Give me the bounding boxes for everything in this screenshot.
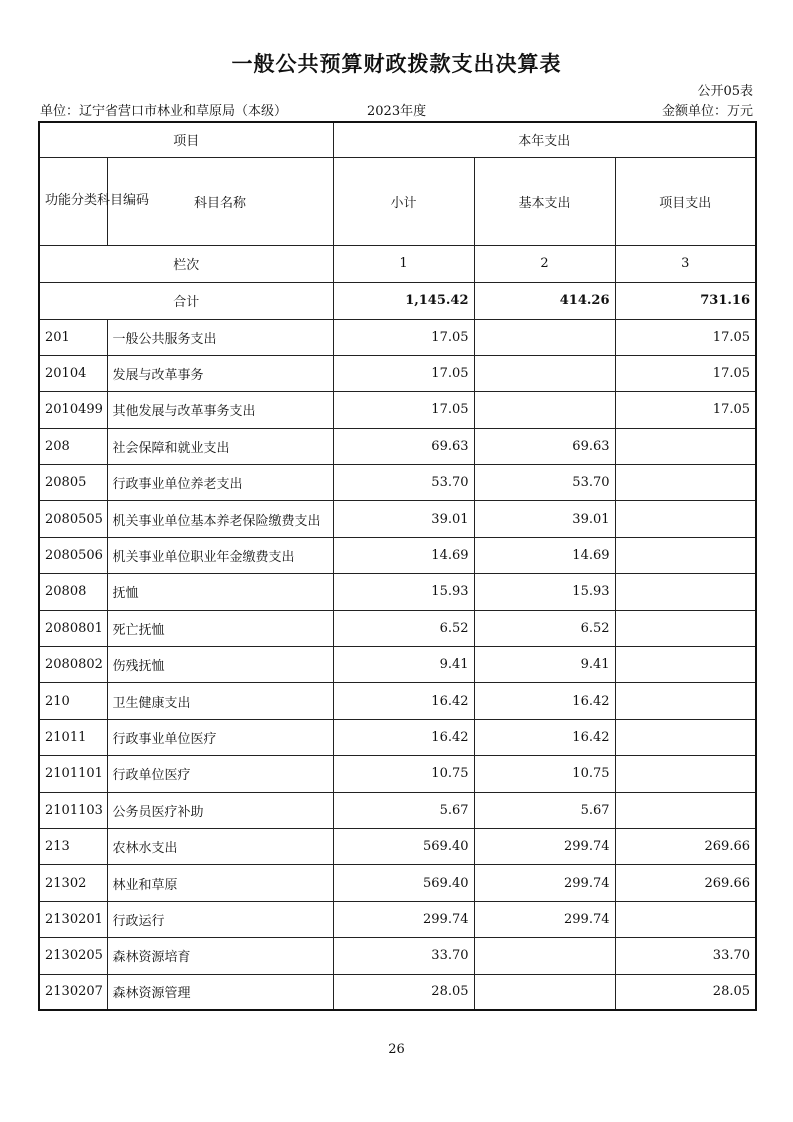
row-basic: 53.70 [474,465,615,501]
row-name: 一般公共服务支出 [107,319,333,355]
row-basic: 14.69 [474,537,615,573]
table-row [39,465,756,501]
row-code: 201 [39,319,107,355]
row-subtotal: 33.70 [333,938,474,974]
row-name: 行政单位医疗 [107,756,333,792]
unit-label: 单位：辽宁省营口市林业和草原局（本级） [40,104,288,119]
row-project: 28.05 [615,974,756,1010]
row-code: 2010499 [39,392,107,428]
row-basic: 299.74 [474,828,615,864]
row-subtotal: 53.70 [333,465,474,501]
row-subtotal: 17.05 [333,355,474,391]
row-project [615,610,756,646]
header-subtotal: 小计 [333,157,474,245]
row-code: 20808 [39,574,107,610]
form-number: 公开05表 [697,84,753,99]
row-name: 死亡抚恤 [107,610,333,646]
row-code: 21011 [39,719,107,755]
money-unit-label: 金额单位：万元 [661,104,753,119]
table-row [39,428,756,464]
total-row [39,282,756,319]
table-row [39,537,756,573]
row-basic: 16.42 [474,719,615,755]
header-project-expense: 项目支出 [615,157,756,245]
table-row [39,865,756,901]
row-basic: 6.52 [474,610,615,646]
row-project: 33.70 [615,938,756,974]
row-code: 2080802 [39,647,107,683]
row-project [615,574,756,610]
row-project [615,501,756,537]
row-basic [474,974,615,1010]
row-subtotal: 16.42 [333,683,474,719]
row-basic [474,319,615,355]
header-name: 科目名称 [107,157,333,245]
row-project: 17.05 [615,355,756,391]
table-row [39,683,756,719]
row-subtotal: 299.74 [333,901,474,937]
row-name: 行政事业单位养老支出 [107,465,333,501]
header-current-year-expense: 本年支出 [333,122,756,157]
row-subtotal: 6.52 [333,610,474,646]
row-code: 20104 [39,355,107,391]
row-code: 2130201 [39,901,107,937]
row-name: 其他发展与改革事务支出 [107,392,333,428]
row-project [615,792,756,828]
row-project [615,428,756,464]
header-basic: 基本支出 [474,157,615,245]
row-subtotal: 69.63 [333,428,474,464]
row-name: 公务员医疗补助 [107,792,333,828]
row-project: 269.66 [615,828,756,864]
table-row [39,647,756,683]
table-row [39,828,756,864]
row-subtotal: 39.01 [333,501,474,537]
table-row [39,319,756,355]
column-1: 1 [333,245,474,282]
row-project [615,537,756,573]
row-code: 2080506 [39,537,107,573]
row-project [615,719,756,755]
column-index-row [39,245,756,282]
meta-line [40,100,753,118]
row-subtotal: 9.41 [333,647,474,683]
row-subtotal: 17.05 [333,392,474,428]
row-subtotal: 17.05 [333,319,474,355]
row-code: 2130207 [39,974,107,1010]
table-row [39,574,756,610]
row-project [615,683,756,719]
row-code: 208 [39,428,107,464]
column-3: 3 [615,245,756,282]
row-name: 卫生健康支出 [107,683,333,719]
row-project [615,756,756,792]
table-row [39,756,756,792]
year-label: 2023年度 [367,104,427,119]
table-row [39,901,756,937]
row-basic: 16.42 [474,683,615,719]
row-project: 17.05 [615,319,756,355]
row-code: 2080801 [39,610,107,646]
row-code: 2130205 [39,938,107,974]
row-subtotal: 5.67 [333,792,474,828]
row-project [615,901,756,937]
table-row [39,719,756,755]
total-label: 合计 [39,282,333,319]
row-name: 林业和草原 [107,865,333,901]
row-name: 行政事业单位医疗 [107,719,333,755]
row-name: 行政运行 [107,901,333,937]
row-basic [474,392,615,428]
row-name: 机关事业单位职业年金缴费支出 [107,537,333,573]
table-row [39,355,756,391]
row-subtotal: 14.69 [333,537,474,573]
row-basic: 299.74 [474,865,615,901]
row-project [615,647,756,683]
row-name: 社会保障和就业支出 [107,428,333,464]
row-subtotal: 15.93 [333,574,474,610]
header-row-2 [39,157,756,245]
row-subtotal: 28.05 [333,974,474,1010]
row-project: 17.05 [615,392,756,428]
row-code: 2101103 [39,792,107,828]
page-title: 一般公共预算财政拨款支出决算表 [231,52,562,76]
table-row [39,392,756,428]
row-basic: 10.75 [474,756,615,792]
row-subtotal: 569.40 [333,865,474,901]
row-subtotal: 569.40 [333,828,474,864]
column-label: 栏次 [39,245,333,282]
row-subtotal: 16.42 [333,719,474,755]
row-name: 森林资源管理 [107,974,333,1010]
row-basic: 299.74 [474,901,615,937]
row-name: 机关事业单位基本养老保险缴费支出 [107,501,333,537]
row-subtotal: 10.75 [333,756,474,792]
row-code: 213 [39,828,107,864]
page-number: 26 [388,1042,405,1057]
row-code: 20805 [39,465,107,501]
row-basic: 39.01 [474,501,615,537]
expense-table [38,121,757,1011]
table-row [39,792,756,828]
table-row [39,974,756,1010]
total-project: 731.16 [615,282,756,319]
row-name: 森林资源培育 [107,938,333,974]
row-basic: 69.63 [474,428,615,464]
header-row-1 [39,122,756,157]
row-basic: 15.93 [474,574,615,610]
table-row [39,501,756,537]
row-name: 抚恤 [107,574,333,610]
row-code: 210 [39,683,107,719]
header-project: 项目 [39,122,333,157]
row-name: 发展与改革事务 [107,355,333,391]
total-subtotal: 1,145.42 [333,282,474,319]
row-name: 农林水支出 [107,828,333,864]
total-basic: 414.26 [474,282,615,319]
row-code: 21302 [39,865,107,901]
column-2: 2 [474,245,615,282]
row-basic [474,938,615,974]
row-basic: 5.67 [474,792,615,828]
row-project: 269.66 [615,865,756,901]
row-project [615,465,756,501]
row-code: 2080505 [39,501,107,537]
row-basic [474,355,615,391]
table-row [39,938,756,974]
table-row [39,610,756,646]
row-basic: 9.41 [474,647,615,683]
header-code: 功能分类科目编码 [39,157,107,245]
row-code: 2101101 [39,756,107,792]
row-name: 伤残抚恤 [107,647,333,683]
